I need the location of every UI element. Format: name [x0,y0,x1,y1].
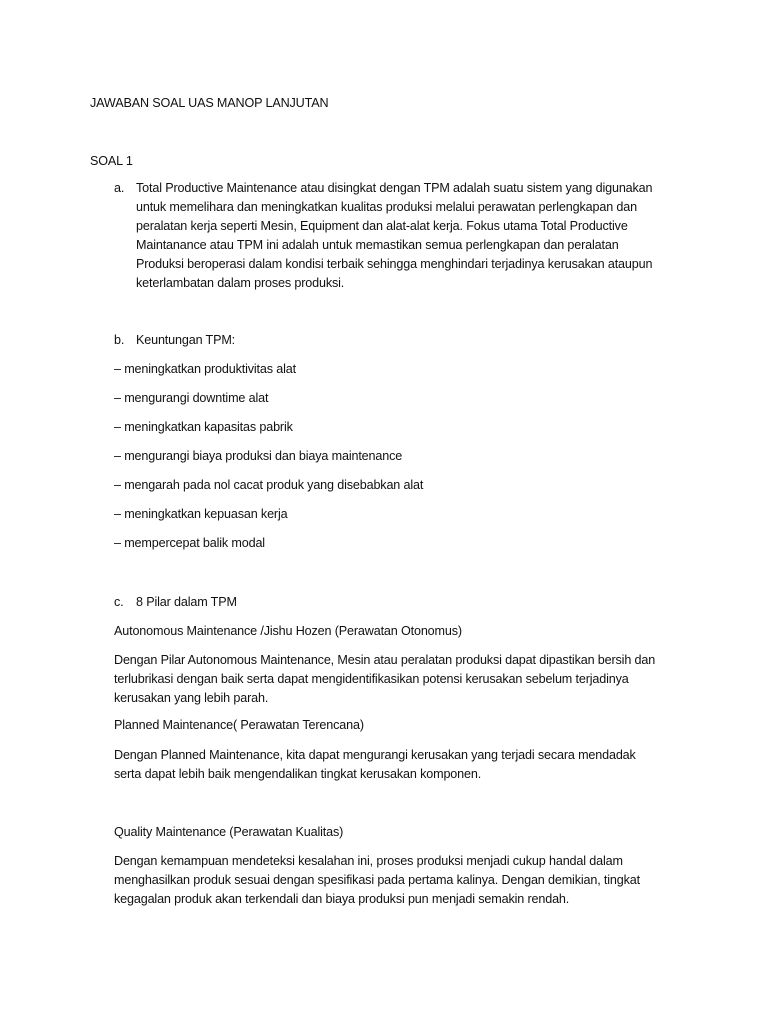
pillar-title: Planned Maintenance( Perawatan Terencana) [114,718,364,732]
pillar-description [114,651,655,708]
document-title: JAWABAN SOAL UAS MANOP LANJUTAN [90,96,329,110]
item-a-line: peralatan kerja seperti Mesin, Equipment dan alat-alat kerja. Fokus utama Total Productive [136,219,628,233]
pillar-description [114,852,640,909]
pillar-desc-line: terlubrikasi dengan baik serta dapat mengidentifikasikan potensi kerusakan sebelum terjadinya [114,672,629,686]
pillar-desc-line: serta dapat lebih baik mengendalikan tingkat kerusakan komponen. [114,767,482,781]
benefit-item: – meningkatkan kapasitas pabrik [114,420,293,434]
benefit-item: – mempercepat balik modal [114,536,265,550]
benefit-item: – mengarah pada nol cacat produk yang disebabkan alat [114,478,424,492]
item-c-heading: 8 Pilar dalam TPM [136,595,237,609]
pillar-title: Quality Maintenance (Perawatan Kualitas) [114,825,344,839]
pillar-description [114,746,636,784]
benefit-item: – meningkatkan kepuasan kerja [114,507,288,521]
item-a-line: Total Productive Maintenance atau disingkat dengan TPM adalah suatu sistem yang digunakan [136,181,653,195]
item-a-line: Maintanance atau TPM ini adalah untuk memastikan semua perlengkapan dan peralatan [136,238,619,252]
pillar-desc-line: Dengan kemampuan mendeteksi kesalahan ini, proses produksi menjadi cukup handal dalam [114,854,623,868]
item-a-line: Produksi beroperasi dalam kondisi terbaik sehingga menghindari terjadinya kerusakan ataupun [136,257,653,271]
item-b-heading: Keuntungan TPM: [136,333,236,347]
item-a-paragraph [136,179,652,293]
pillar-title: Autonomous Maintenance /Jishu Hozen (Perawatan Otonomus) [114,624,462,638]
item-b-marker: b. [114,333,125,347]
item-a-line: keterlambatan dalam proses produksi. [136,276,345,290]
item-c-marker: c. [114,595,124,609]
pillar-desc-line: kerusakan yang lebih parah. [114,691,269,705]
pillar-desc-line: Dengan Planned Maintenance, kita dapat mengurangi kerusakan yang terjadi secara mendadak [114,748,636,762]
item-a-line: untuk memelihara dan meningkatkan kualitas produksi melalui perawatan perlengkapan dan [136,200,637,214]
benefit-item: – mengurangi biaya produksi dan biaya maintenance [114,449,403,463]
pillar-desc-line: Dengan Pilar Autonomous Maintenance, Mesin atau peralatan produksi dapat dipastikan bersih dan [114,653,656,667]
pillar-desc-line: kegagalan produk akan terkendali dan biaya produksi pun menjadi semakin rendah. [114,892,570,906]
soal-heading: SOAL 1 [90,154,133,168]
benefit-item: – meningkatkan produktivitas alat [114,362,296,376]
pillar-desc-line: menghasilkan produk sesuai dengan spesifikasi pada pertama kalinya. Dengan demikian, tingkat [114,873,640,887]
item-a-marker: a. [114,181,125,195]
benefit-item: – mengurangi downtime alat [114,391,269,405]
